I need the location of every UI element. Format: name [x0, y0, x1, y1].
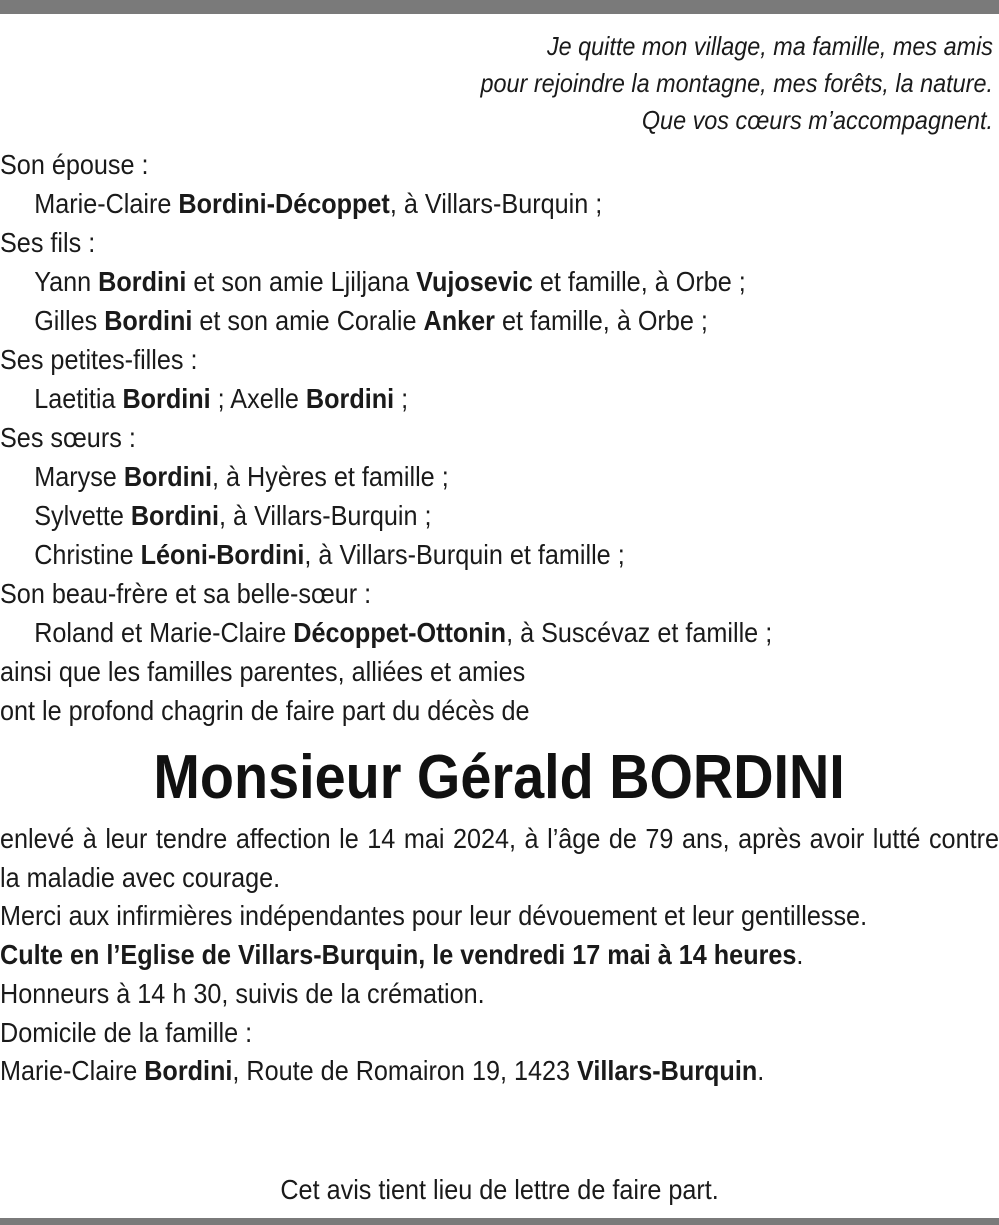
- granddaughters-entry: Laetitia Bordini ; Axelle Bordini ;: [34, 383, 409, 414]
- inlaws-heading: Son beau-frère et sa belle-sœur :: [0, 578, 372, 609]
- closing-note: Cet avis tient lieu de lettre de faire part.: [280, 1174, 719, 1205]
- domicile-heading: Domicile de la famille :: [0, 1016, 253, 1048]
- spouse-entry: Marie-Claire Bordini-Décoppet, à Villars-Burquin ;: [34, 188, 603, 219]
- son-entry: Gilles Bordini et son amie Coralie Anker et famille, à Orbe ;: [34, 305, 708, 336]
- spouse-heading: Son épouse :: [0, 149, 149, 180]
- sons-heading: Ses fils :: [0, 227, 96, 258]
- granddaughters-heading: Ses petites-filles :: [0, 344, 198, 375]
- sisters-heading: Ses sœurs :: [0, 422, 136, 453]
- thanks-paragraph: Merci aux infirmières indépendantes pour leur dévouement et leur gentillesse.: [0, 900, 868, 932]
- epigraph-line: Je quitte mon village, ma famille, mes amis: [546, 31, 993, 61]
- bottom-rule: [0, 1218, 999, 1225]
- family-list: [0, 145, 999, 730]
- service-line: Culte en l’Eglise de Villars-Burquin, le vendredi 17 mai à 14 heures.: [0, 939, 804, 971]
- sister-entry: Sylvette Bordini, à Villars-Burquin ;: [34, 500, 432, 531]
- sister-entry: Maryse Bordini, à Hyères et famille ;: [34, 461, 449, 492]
- top-rule: [0, 0, 999, 14]
- epigraph-line: pour rejoindre la montagne, mes forêts, la nature.: [480, 68, 994, 98]
- honors-line: Honneurs à 14 h 30, suivis de la crémation.: [0, 977, 485, 1009]
- epigraph: [93, 28, 993, 139]
- announcement-line: ont le profond chagrin de faire part du décès de: [0, 695, 530, 726]
- son-entry: Yann Bordini et son amie Ljiljana Vujosevic et famille, à Orbe ;: [34, 266, 746, 297]
- inlaws-entry: Roland et Marie-Claire Décoppet-Ottonin, à Suscévaz et famille ;: [34, 617, 773, 648]
- sister-entry: Christine Léoni-Bordini, à Villars-Burquin et famille ;: [34, 539, 625, 570]
- death-paragraph: enlevé à leur tendre affection le 14 mai 2024, à l’âge de 79 ans, après avoir lutté contre la maladie avec courage.: [0, 823, 999, 893]
- epigraph-line: Que vos cœurs m’accompagnent.: [641, 105, 993, 135]
- notice-body: [0, 820, 999, 1091]
- relatives-line: ainsi que les familles parentes, alliées et amies: [0, 656, 526, 687]
- deceased-name: Monsieur Gérald BORDINI: [153, 743, 846, 812]
- domicile-line: Marie-Claire Bordini, Route de Romairon 19, 1423 Villars-Burquin.: [0, 1055, 765, 1087]
